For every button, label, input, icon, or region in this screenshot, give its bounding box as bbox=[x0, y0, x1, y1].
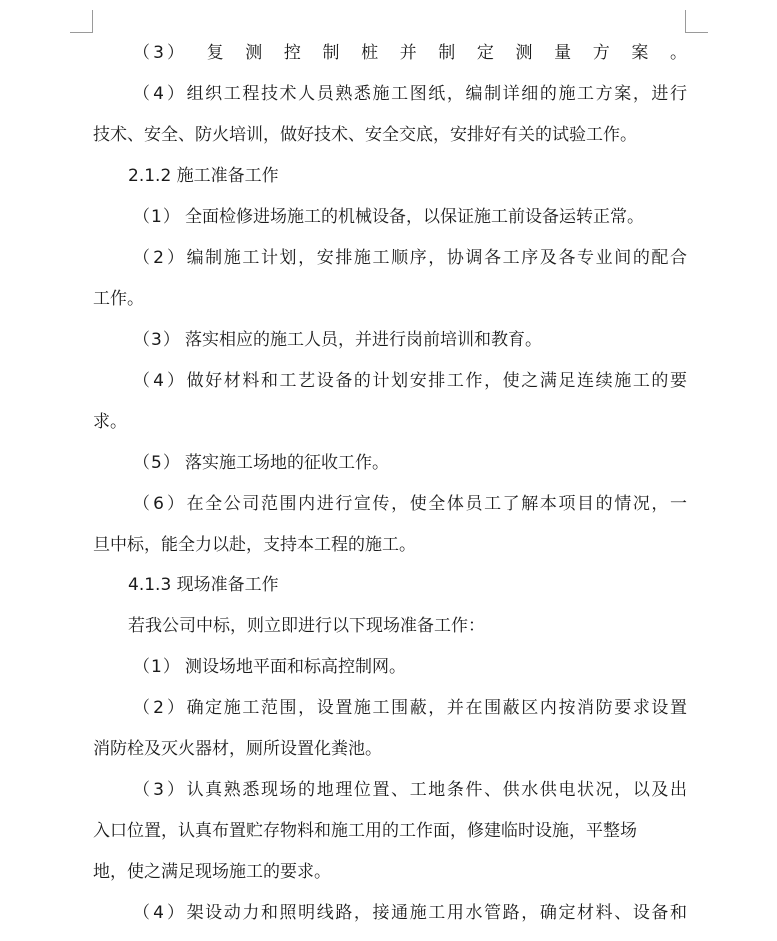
item-number: （2） bbox=[133, 248, 185, 268]
continuation-line: 入口位置，认真布置贮存物料和施工用的工作面，修建临时设施，平整场 bbox=[93, 821, 637, 841]
page-corner-mark-top-left bbox=[70, 10, 93, 33]
item-text: 复测控制桩并制定测量方案。 bbox=[185, 43, 687, 63]
continuation-line: 技术、安全、防火培训，做好技术、安全交底，安排好有关的试验工作。 bbox=[93, 125, 637, 145]
list-item bbox=[133, 779, 687, 801]
item-number: （5） bbox=[133, 453, 181, 473]
list-item bbox=[133, 656, 406, 678]
section-heading: 4.1.3 现场准备工作 bbox=[128, 575, 279, 595]
list-item bbox=[133, 370, 687, 392]
item-text: 认真熟悉现场的地理位置、工地条件、供水供电状况，以及出 bbox=[185, 780, 687, 800]
item-text: 在全公司范围内进行宣传，使全体员工了解本项目的情况，一 bbox=[185, 494, 687, 514]
item-number: （4） bbox=[133, 903, 185, 923]
item-text: 全面检修进场施工的机械设备，以保证施工前设备运转正常。 bbox=[185, 207, 644, 227]
item-number: （6） bbox=[133, 494, 185, 514]
item-text: 落实施工场地的征收工作。 bbox=[185, 453, 389, 473]
item-number: （3） bbox=[133, 43, 185, 63]
continuation-line: 消防栓及灭火器材，厕所设置化粪池。 bbox=[93, 739, 382, 759]
list-item bbox=[133, 697, 687, 719]
page-corner-mark-top-right bbox=[685, 10, 708, 33]
item-number: （4） bbox=[133, 371, 185, 391]
list-item bbox=[133, 452, 389, 474]
item-text: 落实相应的施工人员，并进行岗前培训和教育。 bbox=[185, 330, 542, 350]
item-text: 测设场地平面和标高控制网。 bbox=[185, 657, 406, 677]
list-item bbox=[133, 83, 687, 105]
list-item bbox=[133, 42, 687, 64]
list-item bbox=[133, 329, 542, 351]
continuation-line: 求。 bbox=[93, 412, 127, 432]
item-text: 组织工程技术人员熟悉施工图纸，编制详细的施工方案，进行 bbox=[185, 84, 687, 104]
item-number: （4） bbox=[133, 84, 185, 104]
item-number: （1） bbox=[133, 657, 181, 677]
paragraph: 若我公司中标，则立即进行以下现场准备工作： bbox=[128, 616, 485, 636]
item-text: 架设动力和照明线路，接通施工用水管路，确定材料、设备和 bbox=[185, 903, 687, 923]
list-item bbox=[133, 206, 644, 228]
item-text: 确定施工范围，设置施工围蔽，并在围蔽区内按消防要求设置 bbox=[185, 698, 687, 718]
list-item bbox=[133, 493, 687, 515]
section-heading: 2.1.2 施工准备工作 bbox=[128, 166, 279, 186]
item-number: （2） bbox=[133, 698, 185, 718]
item-number: （1） bbox=[133, 207, 181, 227]
continuation-line: 地，使之满足现场施工的要求。 bbox=[93, 862, 331, 882]
item-number: （3） bbox=[133, 780, 185, 800]
continuation-line: 工作。 bbox=[93, 289, 144, 309]
item-text: 编制施工计划，安排施工顺序，协调各工序及各专业间的配合 bbox=[185, 248, 687, 268]
list-item bbox=[133, 247, 687, 269]
continuation-line: 旦中标，能全力以赴，支持本工程的施工。 bbox=[93, 535, 416, 555]
item-text: 做好材料和工艺设备的计划安排工作，使之满足连续施工的要 bbox=[185, 371, 687, 391]
item-number: （3） bbox=[133, 330, 181, 350]
list-item bbox=[133, 902, 687, 924]
